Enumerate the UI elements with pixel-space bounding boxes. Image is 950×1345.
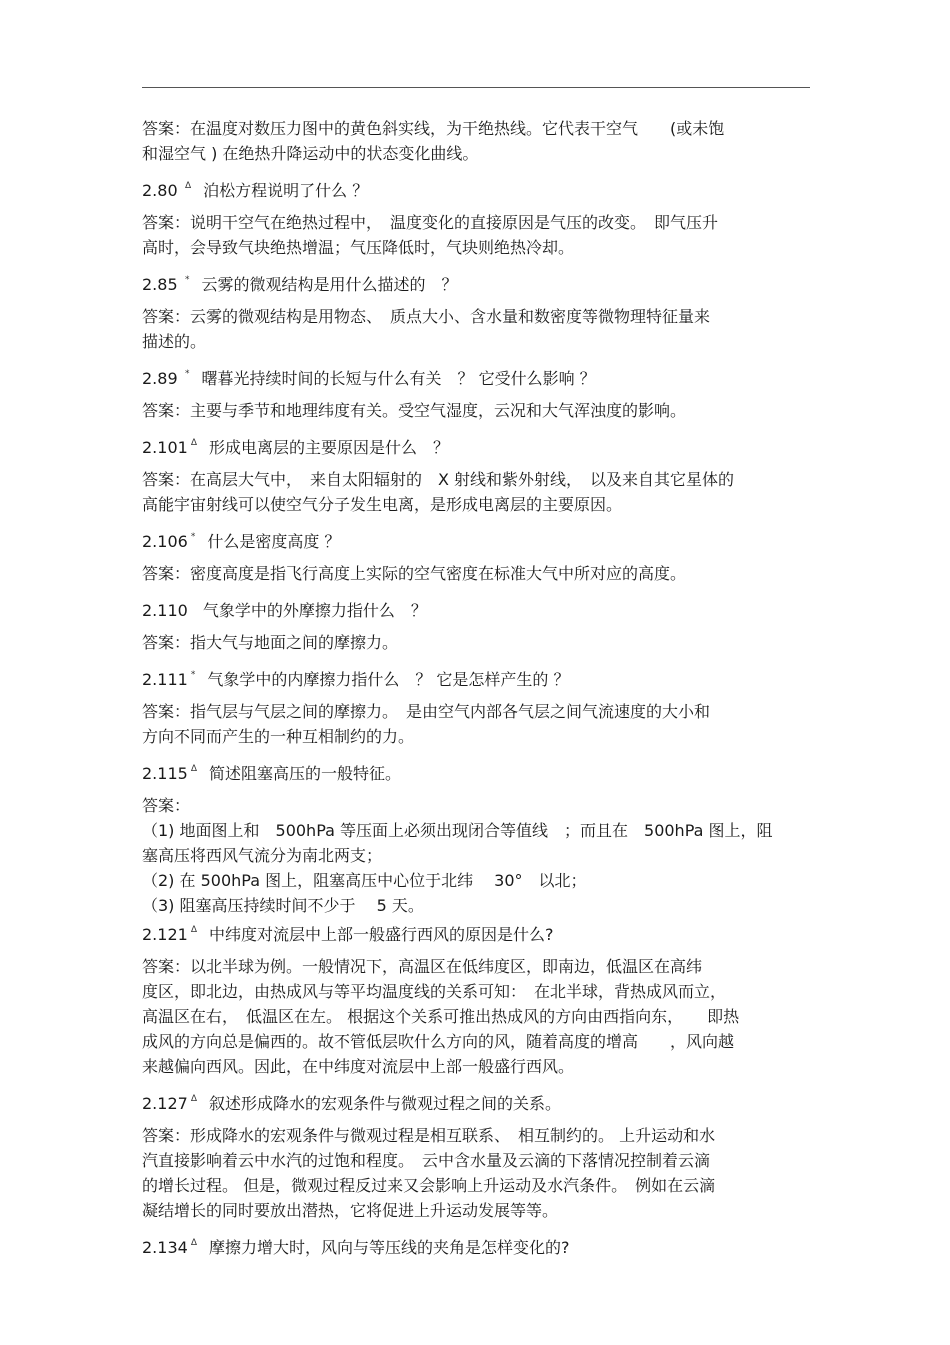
question-block [142, 1231, 810, 1260]
difficulty-mark: * [185, 275, 190, 285]
answer [142, 1123, 810, 1223]
answer-line: 答案：主要与季节和地理纬度有关。受空气湿度，云况和大气浑浊度的影响。 [142, 401, 687, 420]
answer [142, 304, 810, 354]
answer [142, 630, 810, 655]
answer-label: 答案： [142, 796, 191, 815]
difficulty-mark: Δ [190, 925, 197, 935]
difficulty-mark: Δ [190, 1094, 197, 1104]
question-text: 气象学中的外摩擦力指什么 ？ [202, 601, 427, 620]
question-heading [142, 1087, 810, 1116]
answer-line: 描述的。 [142, 332, 207, 351]
question-number: 2.121 [142, 925, 188, 944]
answer-line: 答案：以北半球为例。一般情况下，高温区在低纬度区，即南边，低温区在高纬 [142, 957, 703, 976]
answer [142, 561, 810, 586]
question-number: 2.115 [142, 764, 188, 783]
question-text: 气象学中的内摩擦力指什么 ？ 它是怎样产生的 ？ [207, 670, 570, 689]
answer-line: 高温区在右， 低温区在左。 根据这个关系可推出热成风的方向由西指向东， 即热 [142, 1007, 740, 1026]
answer-item: （2) 在 500hPa 图上，阻塞高压中心位于北纬 30° 以北； [142, 871, 587, 890]
question-text: 叙述形成降水的宏观条件与微观过程之间的关系。 [208, 1094, 561, 1113]
question-number: 2.111 [142, 670, 188, 689]
question-block [142, 525, 810, 586]
difficulty-mark: * [190, 670, 196, 680]
answer-line: 答案：在高层大气中， 来自太阳辐射的 X 射线和紫外射线， 以及来自其它星体的 [142, 470, 735, 489]
question-block [142, 1087, 810, 1223]
question-block [142, 918, 810, 1079]
question-number: 2.101 [142, 438, 188, 457]
question-text: 曙暮光持续时间的长短与什么有关 ？ 它受什么影响 ？ [201, 369, 596, 388]
answer-line: 凝结增长的同时要放出潜热，它将促进上升运动发展等等。 [142, 1201, 559, 1220]
answer-line: 答案：在温度对数压力图中的黄色斜实线，为干绝热线。它代表干空气 (或未饱 [142, 119, 725, 138]
answer-line: 来越偏向西风。因此，在中纬度对流层中上部一般盛行西风。 [142, 1057, 575, 1076]
answer-line: 答案：形成降水的宏观条件与微观过程是相互联系、 相互制约的。 上升运动和水 [142, 1126, 716, 1145]
question-number: 2.85 [142, 275, 178, 294]
answer-item: （1) 地面图上和 500hPa 等压面上必须出现闭合等值线 ；而且在 500hPa 图上，阻 [142, 821, 773, 840]
question-block [142, 362, 810, 423]
difficulty-mark: Δ [190, 764, 197, 774]
answer-line: 和湿空气 ) 在绝热升降运动中的状态变化曲线。 [142, 144, 479, 163]
question-block [142, 594, 810, 655]
answer-item: （3) 阻塞高压持续时间不少于 5 天。 [142, 896, 424, 915]
document-content [142, 116, 810, 1267]
question-text: 中纬度对流层中上部一般盛行西风的原因是什么? [208, 925, 554, 944]
answer-line: 答案：密度高度是指飞行高度上实际的空气密度在标准大气中所对应的高度。 [142, 564, 687, 583]
answer-line: 方向不同而产生的一种互相制约的力。 [142, 727, 415, 746]
question-heading [142, 525, 810, 554]
difficulty-mark: Δ [185, 181, 192, 191]
header-rule [142, 87, 810, 88]
answer [142, 398, 810, 423]
answer [142, 954, 810, 1079]
question-number: 2.134 [142, 1238, 188, 1257]
question-text: 云雾的微观结构是用什么描述的 ？ [201, 275, 458, 294]
difficulty-mark: Δ [190, 1238, 197, 1248]
question-heading [142, 757, 810, 786]
answer-line: 高能宇宙射线可以使空气分子发生电离，是形成电离层的主要原因。 [142, 495, 623, 514]
question-text: 泊松方程说明了什么 ？ [203, 181, 369, 200]
answer [142, 699, 810, 749]
answer-item: 塞高压将西风气流分为南北两支； [142, 846, 383, 865]
answer-line: 的增长过程。 但是，微观过程反过来又会影响上升运动及水汽条件。 例如在云滴 [142, 1176, 716, 1195]
question-heading [142, 1231, 810, 1260]
question-heading [142, 268, 810, 297]
question-block-2-115 [142, 757, 810, 918]
question-heading [142, 918, 810, 947]
question-number: 2.110 [142, 601, 188, 620]
question-number: 2.89 [142, 369, 178, 388]
answer-line: 成风的方向总是偏西的。故不管低层吹什么方向的风，随着高度的增高 ，风向越 [142, 1032, 735, 1051]
question-heading [142, 594, 810, 623]
difficulty-mark: Δ [190, 438, 197, 448]
question-heading [142, 362, 810, 391]
question-heading [142, 431, 810, 460]
question-heading [142, 174, 810, 203]
question-text: 简述阻塞高压的一般特征。 [208, 764, 401, 783]
question-heading [142, 663, 810, 692]
question-block [142, 431, 810, 517]
question-block [142, 268, 810, 354]
answer-line: 答案：说明干空气在绝热过程中， 温度变化的直接原因是气压的改变。 即气压升 [142, 213, 719, 232]
question-number: 2.80 [142, 181, 178, 200]
question-text: 形成电离层的主要原因是什么 ？ [208, 438, 449, 457]
answer [142, 467, 810, 517]
question-text: 什么是密度高度 ？ [207, 532, 341, 551]
answer-line: 答案：指气层与气层之间的摩擦力。 是由空气内部各气层之间气流速度的大小和 [142, 702, 711, 721]
question-text: 摩擦力增大时，风向与等压线的夹角是怎样变化的? [208, 1238, 570, 1257]
question-block [142, 663, 810, 749]
question-number: 2.106 [142, 532, 188, 551]
answer [142, 210, 810, 260]
difficulty-mark: * [190, 532, 196, 542]
question-number: 2.127 [142, 1094, 188, 1113]
answer-line: 汽直接影响着云中水汽的过饱和程度。 云中含水量及云滴的下落情况控制着云滴 [142, 1151, 711, 1170]
answer-line: 度区，即北边，由热成风与等平均温度线的关系可知： 在北半球，背热成风而立， [142, 982, 727, 1001]
answer-line: 答案：云雾的微观结构是用物态、 质点大小、含水量和数密度等微物理特征量来 [142, 307, 711, 326]
question-block [142, 174, 810, 260]
answer-line: 高时，会导致气块绝热增温；气压降低时，气块则绝热冷却。 [142, 238, 575, 257]
difficulty-mark: * [185, 369, 190, 379]
answer-line: 答案：指大气与地面之间的摩擦力。 [142, 633, 399, 652]
intro-answer [142, 116, 810, 166]
